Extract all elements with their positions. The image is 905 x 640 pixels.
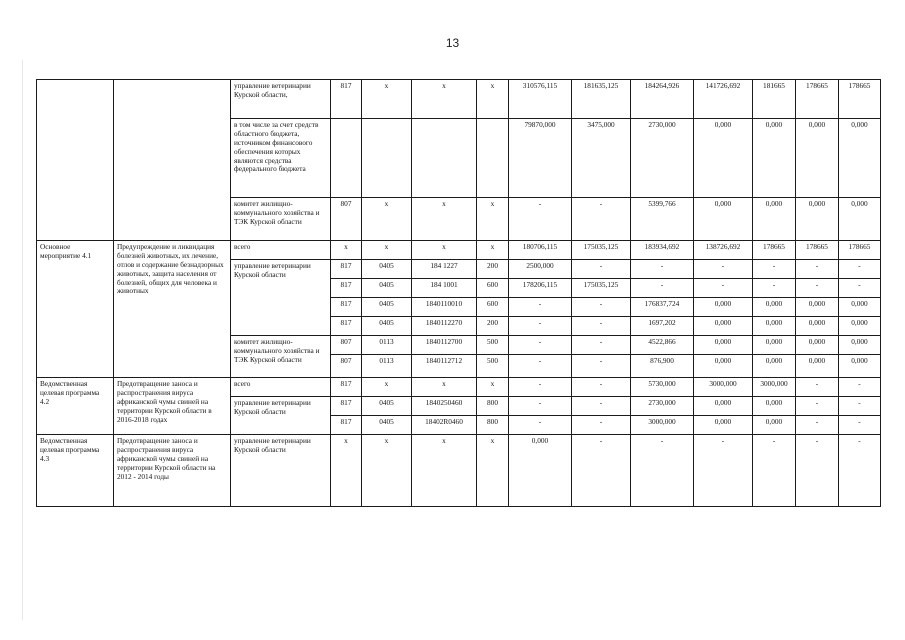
status-cell: Ведомственная целевая программа 4.3: [37, 435, 114, 507]
rzpr-cell: 0405: [362, 260, 412, 279]
name-cell: [114, 80, 231, 241]
name-cell: Предупреждение и ликвидация болезней животных, их лечение, отлов и содержание безнадзорных животных, защита населения от болезней, общих для человека и животных: [114, 241, 231, 378]
value-cell: 0,000: [753, 317, 796, 336]
status-cell: Ведомственная целевая программа 4.2: [37, 378, 114, 435]
value-cell: 180706,115: [509, 241, 572, 260]
value-cell: 0,000: [839, 355, 881, 378]
value-cell: -: [694, 435, 753, 507]
value-cell: 0,000: [839, 298, 881, 317]
vr-cell: 800: [477, 397, 509, 416]
value-cell: -: [796, 260, 839, 279]
rzpr-cell: 0405: [362, 397, 412, 416]
vr-cell: 800: [477, 416, 509, 435]
rzpr-cell: 0113: [362, 336, 412, 355]
value-cell: -: [796, 416, 839, 435]
name-cell: Предотвращение заноса и распространения вируса африканской чумы свиней на территории Курской области в 2016-2018 годах: [114, 378, 231, 435]
rzpr-cell: 0113: [362, 355, 412, 378]
table-row: [37, 378, 881, 397]
value-cell: -: [694, 279, 753, 298]
value-cell: -: [839, 378, 881, 397]
value-cell: -: [572, 355, 631, 378]
status-cell: [37, 80, 114, 241]
vr-cell: 500: [477, 336, 509, 355]
page-number: 13: [445, 36, 460, 50]
value-cell: 5730,000: [631, 378, 694, 397]
value-cell: 0,000: [796, 119, 839, 198]
rzpr-cell: 0405: [362, 298, 412, 317]
value-cell: 178665: [839, 241, 881, 260]
value-cell: 0,000: [694, 198, 753, 241]
grbs-cell: 817: [331, 80, 362, 119]
value-cell: 0,000: [796, 198, 839, 241]
value-cell: 178665: [839, 80, 881, 119]
vr-cell: 600: [477, 298, 509, 317]
value-cell: 0,000: [796, 336, 839, 355]
scan-edge-line: [22, 60, 23, 620]
table-row: [37, 241, 881, 260]
rzpr-cell: x: [362, 198, 412, 241]
value-cell: 138726,692: [694, 241, 753, 260]
value-cell: -: [839, 279, 881, 298]
csr-cell: x: [412, 241, 477, 260]
table-row: [37, 435, 881, 507]
value-cell: -: [572, 378, 631, 397]
csr-cell: 1840112700: [412, 336, 477, 355]
value-cell: 4522,866: [631, 336, 694, 355]
value-cell: 0,000: [694, 119, 753, 198]
value-cell: 3000,000: [631, 416, 694, 435]
executor-cell: управление ветеринарии Курской области: [231, 260, 331, 336]
value-cell: 178206,115: [509, 279, 572, 298]
value-cell: -: [572, 317, 631, 336]
rzpr-cell: x: [362, 378, 412, 397]
grbs-cell: 807: [331, 198, 362, 241]
value-cell: -: [509, 397, 572, 416]
csr-cell: 1840110010: [412, 298, 477, 317]
value-cell: 0,000: [694, 416, 753, 435]
csr-cell: 18402R0460: [412, 416, 477, 435]
value-cell: -: [509, 416, 572, 435]
value-cell: 0,000: [694, 298, 753, 317]
value-cell: 3000,000: [694, 378, 753, 397]
value-cell: 310576,115: [509, 80, 572, 119]
grbs-cell: 817: [331, 397, 362, 416]
value-cell: 0,000: [753, 298, 796, 317]
value-cell: 178665: [796, 241, 839, 260]
csr-cell: 184 1001: [412, 279, 477, 298]
status-cell: Основное мероприятие 4.1: [37, 241, 114, 378]
value-cell: -: [839, 397, 881, 416]
csr-cell: x: [412, 435, 477, 507]
value-cell: -: [572, 298, 631, 317]
vr-cell: 200: [477, 260, 509, 279]
value-cell: -: [572, 435, 631, 507]
grbs-cell: 817: [331, 317, 362, 336]
value-cell: 79870,000: [509, 119, 572, 198]
csr-cell: 184 1227: [412, 260, 477, 279]
value-cell: -: [631, 279, 694, 298]
value-cell: -: [753, 279, 796, 298]
value-cell: -: [839, 416, 881, 435]
value-cell: 0,000: [694, 397, 753, 416]
rzpr-cell: 0405: [362, 279, 412, 298]
grbs-cell: [331, 119, 362, 198]
value-cell: -: [572, 198, 631, 241]
value-cell: 5399,766: [631, 198, 694, 241]
rzpr-cell: x: [362, 241, 412, 260]
value-cell: 0,000: [839, 198, 881, 241]
table-row: [37, 80, 881, 119]
value-cell: 0,000: [753, 198, 796, 241]
value-cell: 0,000: [753, 355, 796, 378]
value-cell: 175035,125: [572, 241, 631, 260]
rzpr-cell: 0405: [362, 416, 412, 435]
vr-cell: 200: [477, 317, 509, 336]
budget-table: [36, 79, 881, 507]
grbs-cell: 817: [331, 416, 362, 435]
value-cell: 178665: [753, 241, 796, 260]
value-cell: 0,000: [796, 317, 839, 336]
value-cell: 2500,000: [509, 260, 572, 279]
value-cell: -: [796, 378, 839, 397]
name-cell: Предотвращение заноса и распространения вируса африканской чумы свиней на территории Курской области на 2012 - 2014 годы: [114, 435, 231, 507]
value-cell: -: [631, 435, 694, 507]
value-cell: -: [753, 260, 796, 279]
executor-cell: комитет жилищно-коммунального хозяйства и ТЭК Курской области: [231, 198, 331, 241]
value-cell: -: [572, 397, 631, 416]
value-cell: -: [572, 336, 631, 355]
grbs-cell: 807: [331, 336, 362, 355]
value-cell: -: [631, 260, 694, 279]
value-cell: 0,000: [509, 435, 572, 507]
vr-cell: x: [477, 378, 509, 397]
vr-cell: 600: [477, 279, 509, 298]
value-cell: -: [839, 260, 881, 279]
vr-cell: 500: [477, 355, 509, 378]
value-cell: -: [509, 378, 572, 397]
value-cell: -: [572, 260, 631, 279]
vr-cell: x: [477, 198, 509, 241]
value-cell: 181635,125: [572, 80, 631, 119]
value-cell: 2730,000: [631, 119, 694, 198]
value-cell: 184264,926: [631, 80, 694, 119]
vr-cell: x: [477, 80, 509, 119]
value-cell: 0,000: [753, 397, 796, 416]
value-cell: 3475,000: [572, 119, 631, 198]
value-cell: 0,000: [694, 336, 753, 355]
value-cell: -: [509, 317, 572, 336]
rzpr-cell: x: [362, 435, 412, 507]
grbs-cell: 817: [331, 260, 362, 279]
value-cell: 181665: [753, 80, 796, 119]
value-cell: 1697,202: [631, 317, 694, 336]
value-cell: 0,000: [839, 317, 881, 336]
csr-cell: 1840250460: [412, 397, 477, 416]
value-cell: 0,000: [753, 119, 796, 198]
value-cell: -: [694, 260, 753, 279]
value-cell: -: [572, 416, 631, 435]
grbs-cell: x: [331, 241, 362, 260]
csr-cell: x: [412, 378, 477, 397]
value-cell: -: [796, 279, 839, 298]
csr-cell: [412, 119, 477, 198]
csr-cell: 1840112270: [412, 317, 477, 336]
value-cell: -: [753, 435, 796, 507]
value-cell: 876,900: [631, 355, 694, 378]
rzpr-cell: 0405: [362, 317, 412, 336]
value-cell: 0,000: [694, 355, 753, 378]
value-cell: -: [796, 397, 839, 416]
executor-cell: комитет жилищно-коммунального хозяйства и ТЭК Курской области: [231, 336, 331, 378]
value-cell: 0,000: [796, 355, 839, 378]
csr-cell: x: [412, 198, 477, 241]
value-cell: -: [509, 336, 572, 355]
executor-cell: управление ветеринарии Курской области: [231, 435, 331, 507]
executor-cell: всего: [231, 378, 331, 397]
value-cell: 0,000: [839, 336, 881, 355]
grbs-cell: x: [331, 435, 362, 507]
csr-cell: 1840112712: [412, 355, 477, 378]
rzpr-cell: x: [362, 80, 412, 119]
grbs-cell: 817: [331, 378, 362, 397]
value-cell: 0,000: [796, 298, 839, 317]
value-cell: -: [509, 355, 572, 378]
value-cell: -: [796, 435, 839, 507]
grbs-cell: 817: [331, 279, 362, 298]
value-cell: -: [509, 198, 572, 241]
value-cell: 0,000: [839, 119, 881, 198]
value-cell: 0,000: [694, 317, 753, 336]
value-cell: -: [839, 435, 881, 507]
value-cell: 183934,692: [631, 241, 694, 260]
executor-cell: всего: [231, 241, 331, 260]
vr-cell: x: [477, 241, 509, 260]
executor-cell: в том числе за счет средств областного бюджета, источником финансового обеспечения которых являются средства федерального бюджета: [231, 119, 331, 198]
executor-cell: управление ветеринарии Курской области,: [231, 80, 331, 119]
value-cell: 176837,724: [631, 298, 694, 317]
value-cell: 178665: [796, 80, 839, 119]
vr-cell: x: [477, 435, 509, 507]
value-cell: 0,000: [753, 336, 796, 355]
executor-cell: управление ветеринарии Курской области: [231, 397, 331, 435]
value-cell: 175035,125: [572, 279, 631, 298]
value-cell: -: [509, 298, 572, 317]
rzpr-cell: [362, 119, 412, 198]
value-cell: 3000,000: [753, 378, 796, 397]
csr-cell: x: [412, 80, 477, 119]
vr-cell: [477, 119, 509, 198]
grbs-cell: 807: [331, 355, 362, 378]
value-cell: 0,000: [753, 416, 796, 435]
value-cell: 2730,000: [631, 397, 694, 416]
value-cell: 141726,692: [694, 80, 753, 119]
grbs-cell: 817: [331, 298, 362, 317]
